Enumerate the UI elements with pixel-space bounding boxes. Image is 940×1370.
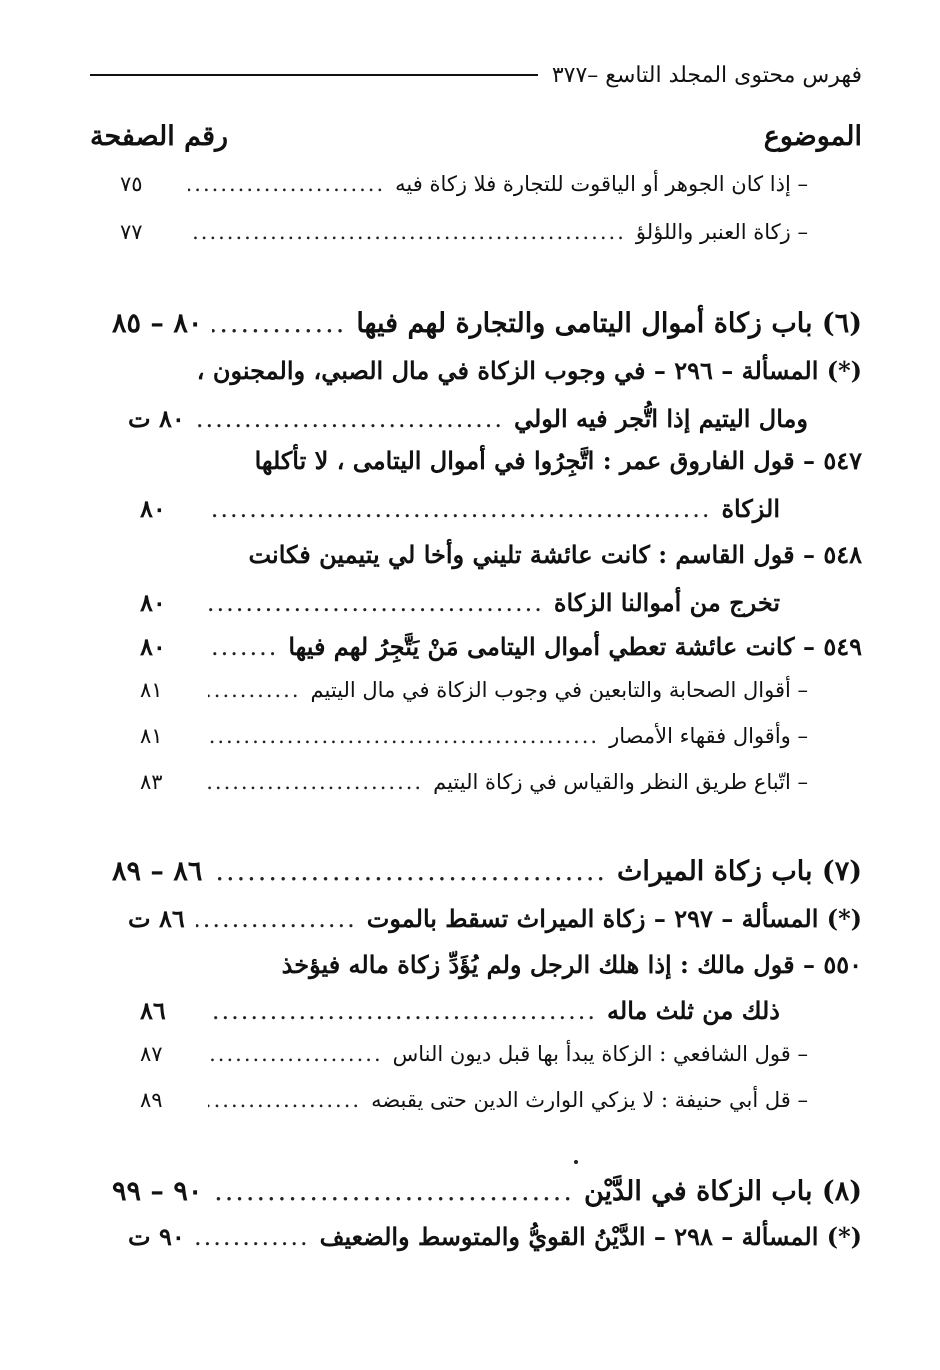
header-rule — [90, 74, 538, 76]
toc-entry — [128, 1222, 862, 1251]
entry-text: – اتّباع طريق النظر والقياس في زكاة اليتيم — [433, 770, 808, 794]
entry-page: ٨٠ ت — [128, 404, 185, 433]
toc-entry — [128, 404, 808, 433]
column-header-topic: الموضوع — [763, 120, 862, 152]
dot-leader — [208, 997, 597, 1025]
entry-text: (*) المسألة – ٢٩٧ – زكاة الميراث تسقط بالموت — [366, 904, 862, 933]
chapter-heading — [112, 856, 862, 887]
entry-page: ٩٠ – ٩٩ — [112, 1176, 203, 1207]
dot-leader — [208, 678, 301, 702]
dot-leader — [208, 724, 599, 748]
entry-page: ٩٠ ت — [128, 1222, 185, 1251]
dot-leader — [208, 589, 544, 617]
entry-text: (*) المسألة – ٢٩٨ – الدَّيْنُ القويُّ والمتوسط والضعيف — [319, 1222, 862, 1251]
dot-leader — [196, 1223, 310, 1251]
entry-text: – إذا كان الجوهر أو الياقوت للتجارة فلا زكاة فيه — [395, 172, 808, 196]
entry-text: ٥٤٩ – كانت عائشة تعطي أموال اليتامى مَنْ يَتَّجِرُ لهم فيها — [288, 632, 862, 661]
dot-leader — [196, 905, 357, 933]
toc-entry — [140, 494, 780, 523]
dot-leader — [212, 856, 607, 887]
entry-page: ٧٧ — [120, 220, 143, 244]
entry-page: ٨٦ – ٨٩ — [112, 856, 203, 887]
entry-text: تخرج من أموالنا الزكاة — [553, 588, 780, 617]
entry-page: ٨٠ – ٨٥ — [112, 308, 203, 339]
entry-page: ٨٠ — [140, 632, 166, 661]
dot-leader — [208, 633, 278, 661]
dot-leader — [188, 172, 385, 196]
chapter-heading — [112, 1176, 862, 1207]
toc-entry — [140, 1088, 808, 1112]
entry-page: ٨١ — [140, 678, 163, 702]
entry-text: (٨) باب الزكاة في الدَّيْن — [583, 1176, 862, 1207]
entry-page: ٨٧ — [140, 1042, 163, 1066]
narration-line: ٥٤٨ – قول القاسم : كانت عائشة تليني وأخا لي يتيمين فكانت — [248, 540, 862, 569]
running-title: فهرس محتوى المجلد التاسع –٣٧٧ — [551, 62, 862, 88]
entry-page: ٨٩ — [140, 1088, 163, 1112]
toc-entry — [140, 1042, 808, 1066]
entry-text: ومال اليتيم إذا اتُّجر فيه الولي — [513, 404, 808, 433]
toc-entry — [140, 996, 780, 1025]
entry-page: ٨٠ — [140, 588, 166, 617]
toc-entry — [140, 588, 780, 617]
chapter-heading — [112, 308, 862, 339]
entry-text: (٦) باب زكاة أموال اليتامى والتجارة لهم فيها — [356, 308, 862, 339]
entry-text: – أقوال الصحابة والتابعين في وجوب الزكاة في مال اليتيم — [310, 678, 808, 702]
entry-page: ٨٦ — [140, 996, 166, 1025]
entry-page: ٧٥ — [120, 172, 143, 196]
toc-entry — [120, 172, 808, 196]
column-headers — [90, 116, 862, 156]
toc-entry — [120, 220, 808, 244]
entry-text: – وأقوال فقهاء الأمصار — [609, 724, 808, 748]
toc-entry — [128, 904, 862, 933]
running-header — [90, 58, 862, 92]
dot-leader — [208, 770, 423, 794]
entry-text: ذلك من ثلث ماله — [607, 996, 780, 1025]
dot-leader — [212, 308, 346, 339]
narration-line: ٥٤٧ – قول الفاروق عمر : اتَّجِرُوا في أموال اليتامى ، لا تأكلها — [254, 446, 862, 475]
dot-leader — [212, 1176, 574, 1207]
issue-line: (*) المسألة – ٢٩٦ – في وجوب الزكاة في مال الصبي، والمجنون ، — [196, 356, 862, 385]
toc-entry — [140, 632, 862, 661]
entry-page: ٨٦ ت — [128, 904, 185, 933]
dot-leader — [196, 405, 504, 433]
dot-leader — [188, 220, 626, 244]
entry-text: (٧) باب زكاة الميراث — [617, 856, 862, 887]
dot-leader — [208, 1088, 361, 1112]
toc-entry — [140, 678, 808, 702]
entry-text: – زكاة العنبر واللؤلؤ — [635, 220, 808, 244]
entry-page: ٨٣ — [140, 770, 163, 794]
column-header-page: رقم الصفحة — [90, 120, 229, 152]
print-speck — [574, 1160, 578, 1164]
entry-page: ٨٠ — [140, 494, 166, 523]
entry-text: – قل أبي حنيفة : لا يزكي الوارث الدين حتى يقبضه — [371, 1088, 808, 1112]
dot-leader — [208, 495, 711, 523]
dot-leader — [208, 1042, 383, 1066]
narration-line: ٥٥٠ – قول مالك : إذا هلك الرجل ولم يُؤَدِّ زكاة ماله فيؤخذ — [281, 950, 862, 979]
entry-page: ٨١ — [140, 724, 163, 748]
toc-entry — [140, 770, 808, 794]
toc-entry — [140, 724, 808, 748]
entry-text: – قول الشافعي : الزكاة يبدأ بها قبل ديون الناس — [392, 1042, 808, 1066]
entry-text: الزكاة — [721, 494, 780, 523]
